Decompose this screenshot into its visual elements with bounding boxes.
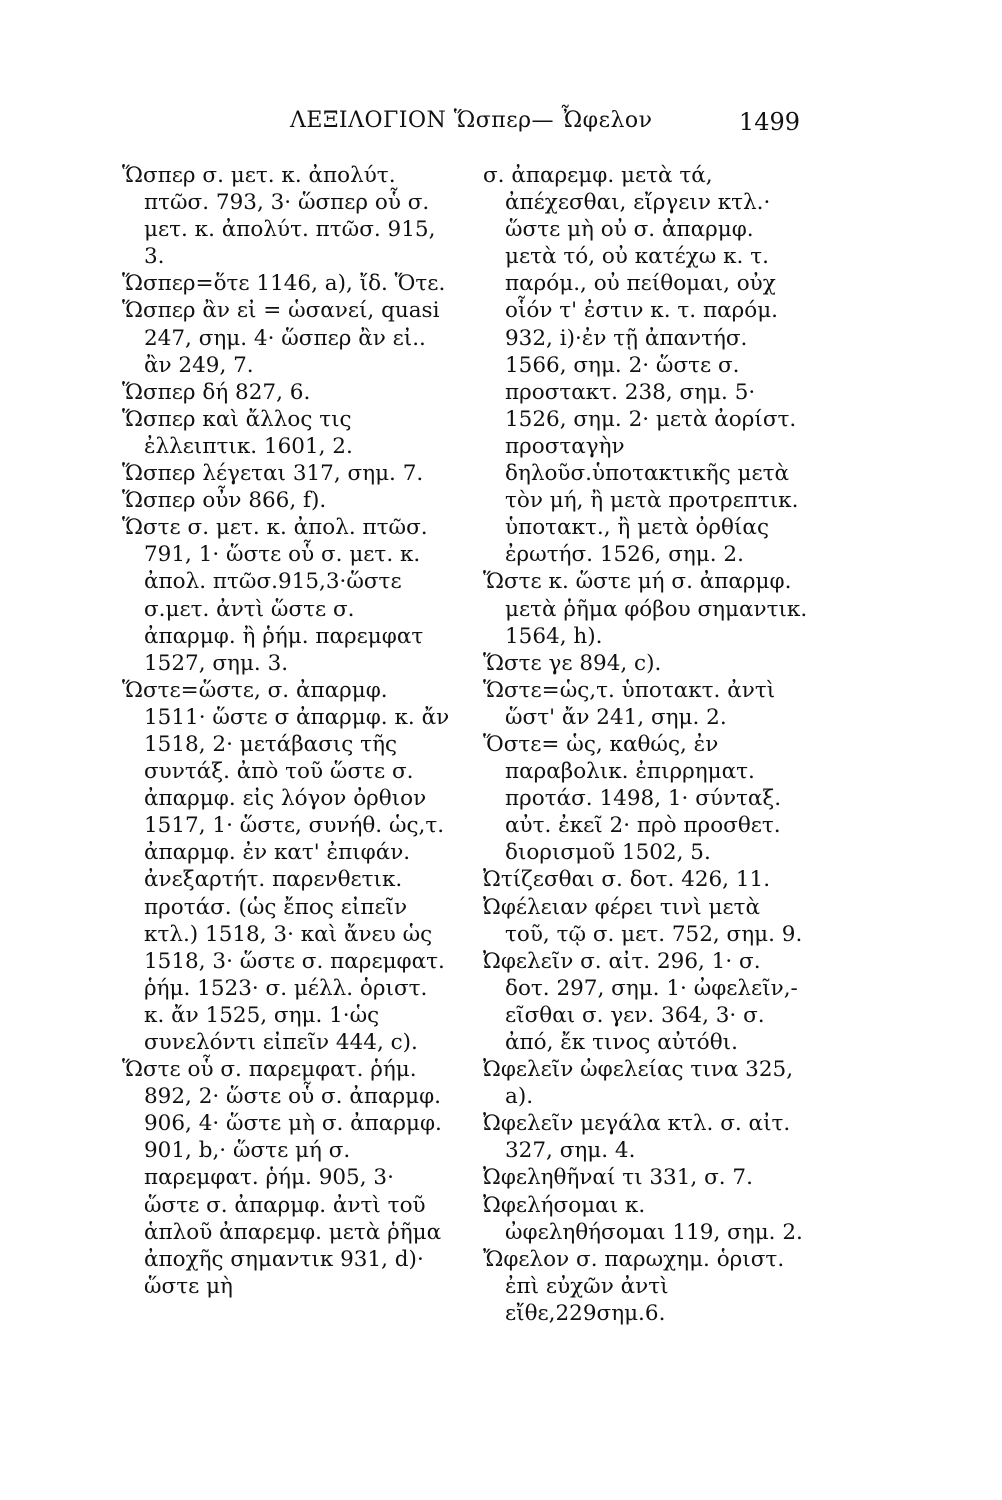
index-entry: Ὥσπερ δή 827, 6. [122,379,311,405]
index-entry: Ὥσπερ σ. μετ. κ. ἀπολύτ. πτῶσ. 793, 3· ὥσπερ οὗ σ. μετ. κ. ἀπολύτ. πτῶσ. 915, 3. [122,163,436,270]
index-entry: Ὥσπερ καὶ ἄλλος τις ἐλλειπτικ. 1601, 2. [122,406,353,459]
index-entry: Ὠφέλειαν φέρει τινὶ μετὰ τοῦ, τῷ σ. μετ. 752, σημ. 9. [483,894,803,947]
left-column [122,162,450,1300]
index-entry: Ὥστε=ὥστε, σ. ἀπαρμφ. 1511· ὥστε σ ἀπαρμφ. κ. ἄν 1518, 2· μετάβασις τῆς συντάξ. ἀπὸ τοῦ ὥστε σ. ἀπαρμφ. εἰς λόγον ὀρθιον 1517, 1· ὥστε, συνήθ. ὡς,τ. ἀπαρμφ. ἐν κατ' ἐπιφάν. ἀνεξαρτήτ. παρενθετικ. προτάσ. (ὡς ἔπος εἰπεῖν κτλ.) 1518, 3· καὶ ἄνευ ὡς 1518, 3· ὥστε σ. παρεμφατ. ῥήμ. 1523· σ. μέλλ. ὁριστ. κ. ἄν 1525, σημ. 1·ὡς συνελόντι εἰπεῖν 444, c). [122,677,450,1055]
index-entry: Ὥστε οὗ σ. παρεμφατ. ῥήμ. 892, 2· ὥστε οὗ σ. ἀπαρμφ. 906, 4· ὥστε μὴ σ. ἀπαρμφ. 901, b,· ὥστε μή σ. παρεμφατ. ῥήμ. 905, 3· ὥστε σ. ἀπαρμφ. ἀντὶ τοῦ ἁπλοῦ ἀπαρεμφ. μετὰ ῥῆμα ἀποχῆς σημαντικ 931, d)· ὥστε μὴ [122,1057,442,1299]
page-number: 1499 [738,108,800,136]
index-entry: Ὠτίζεσθαι σ. δοτ. 426, 11. [483,867,771,893]
index-entry: Ὥστε γε 894, c). [483,650,662,676]
running-head-title: ΛΕΞΙΛΟΓΙΟΝ Ὥσπερ— Ὦφελον [290,108,653,133]
index-entry: Ὥσπερ ἂν εἰ = ὡσανεί, quasi 247, σημ. 4· ὥσπερ ἂν εἰ.. ἂν 249, 7. [122,298,440,378]
index-entry: Ὤφελον σ. παρωχημ. ὁριστ. ἐπὶ εὐχῶν ἀντὶ εἴθε,229σημ.6. [483,1246,785,1326]
index-entry: Ὥστε σ. μετ. κ. ἀπολ. πτῶσ. 791, 1· ὥστε οὗ σ. μετ. κ. ἀπολ. πτῶσ.915,3·ὥστε σ.μετ. ἀντὶ ὥστε σ. ἀπαρμφ. ἢ ῥήμ. παρεμφατ 1527, σημ. 3. [122,515,428,676]
running-head [120,108,800,144]
index-entry: Ὠφεληθῆναί τι 331, σ. 7. [483,1165,753,1191]
right-column [483,162,811,1327]
index-entry: Ὅστε= ὡς, καθώς, ἐν παραβολικ. ἐπιρρηματ. προτάσ. 1498, 1· σύνταξ. αὐτ. ἐκεῖ 2· πρὸ προσθετ. διορισμοῦ 1502, 5. [483,731,782,866]
index-entry: Ὥσπερ=ὅτε 1146, a), ἴδ. Ὅτε. [122,271,446,297]
index-entry: σ. ἀπαρεμφ. μετὰ τά, ἀπέχεσθαι, εἴργειν κτλ.· ὥστε μὴ οὐ σ. ἀπαρμφ. μετὰ τό, οὐ κατέχω κ. τ. παρόμ., οὐ πείθομαι, οὐχ οἷόν τ' ἐστιν κ. τ. παρόμ. 932, i)·ἐν τῇ ἀπαντήσ. 1566, σημ. 2· ὥστε σ. προστακτ. 238, σημ. 5· 1526, σημ. 2· μετὰ ἀορίστ. προσταγὴν δηλοῦσ.ὑποτακτικῆς μετὰ τὸν μή, ἢ μετὰ προτρεπτικ. ὑποτακτ., ἢ μετὰ ὀρθίας ἐρωτήσ. 1526, σημ. 2. [483,163,799,568]
index-entry: Ὠφελεῖν ὠφελείας τινα 325, a). [483,1057,794,1110]
index-entry: Ὥσπερ λέγεται 317, σημ. 7. [122,461,424,487]
index-entry: Ὠφελεῖν μεγάλα κτλ. σ. αἰτ. 327, σημ. 4. [483,1111,791,1164]
index-entry: Ὥστε κ. ὥστε μή σ. ἀπαρμφ. μετὰ ῥῆμα φόβου σημαντικ. 1564, h). [483,569,808,649]
index-entry: Ὠφελήσομαι κ. ὠφεληθήσομαι 119, σημ. 2. [483,1192,803,1245]
index-entry: Ὥστε=ὡς,τ. ὑποτακτ. ἀντὶ ὥστ' ἄν 241, σημ. 2. [483,677,776,730]
index-entry: Ὠφελεῖν σ. αἰτ. 296, 1· σ. δοτ. 297, σημ. 1· ὠφελεῖν,-εῖσθαι σ. γεν. 364, 3· σ. ἀπό, ἔκ τινος αὐτόθι. [483,948,798,1055]
index-entry: Ὥσπερ οὖν 866, f). [122,488,327,514]
